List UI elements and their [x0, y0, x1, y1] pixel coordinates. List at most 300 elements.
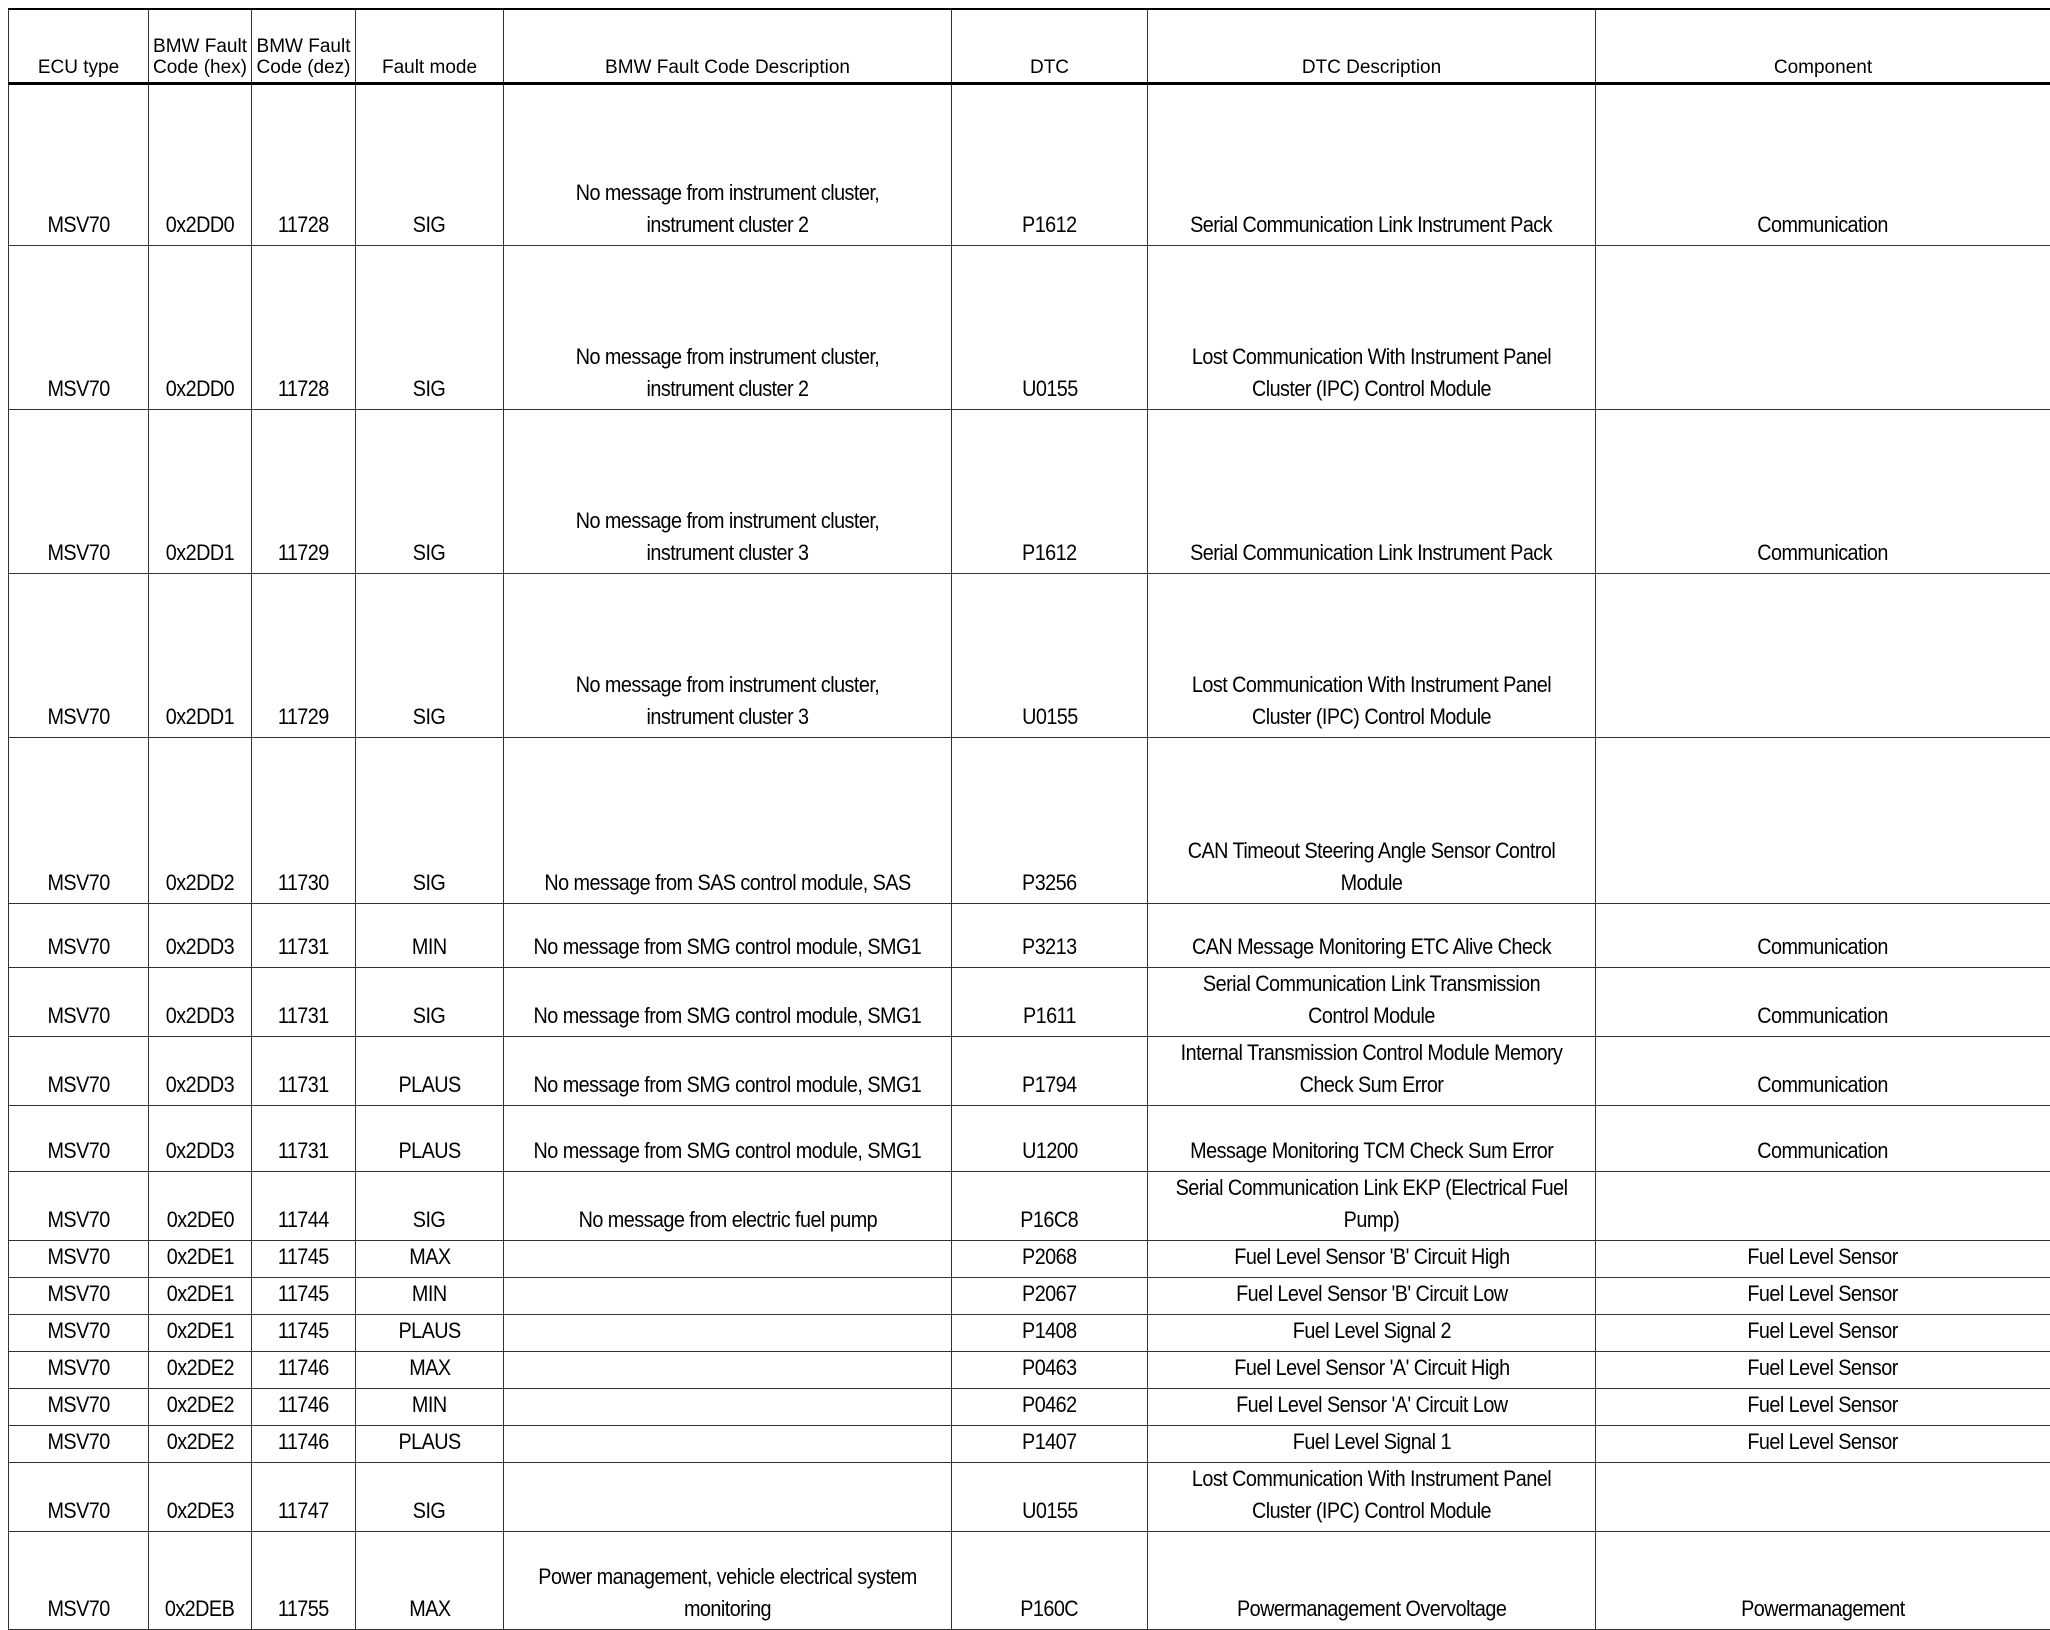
cell-fault-description	[504, 1172, 952, 1241]
cell-dtc	[952, 574, 1148, 738]
cell-dtc-description	[1148, 738, 1596, 904]
cell-dtc	[952, 904, 1148, 968]
cell-dtc	[952, 1532, 1148, 1630]
cell-fault-description	[504, 1037, 952, 1106]
dtc-text: U0155	[1022, 701, 1078, 733]
dtc-text: P1612	[1022, 537, 1077, 569]
fault-mode-text: MIN	[412, 1278, 447, 1310]
fault-code-hex-text: 0x2DEB	[165, 1593, 234, 1625]
cell-fault-code-dez	[252, 1106, 356, 1172]
component-text: Communication	[1758, 537, 1889, 569]
fault-description-text: No message from instrument cluster, instrument cluster 2	[530, 341, 925, 405]
fault-code-table	[8, 8, 2050, 1630]
fault-code-dez-text: 11729	[278, 537, 329, 569]
fault-mode-text: MIN	[412, 931, 447, 963]
cell-fault-description	[504, 968, 952, 1037]
cell-fault-code-dez	[252, 1463, 356, 1532]
fault-mode-text: MIN	[412, 1389, 447, 1421]
cell-component	[1596, 84, 2050, 246]
fault-code-hex-text: 0x2DD1	[166, 537, 234, 569]
cell-fault-code-hex	[149, 738, 252, 904]
cell-dtc-description	[1148, 1315, 1596, 1352]
fault-code-dez-text: 11745	[278, 1241, 329, 1273]
fault-mode-text: SIG	[413, 1000, 445, 1032]
dtc-description-text: Fuel Level Signal 2	[1292, 1315, 1450, 1347]
cell-fault-code-hex	[149, 1389, 252, 1426]
cell-component	[1596, 410, 2050, 574]
cell-ecu-type	[9, 1106, 149, 1172]
cell-dtc	[952, 1389, 1148, 1426]
cell-fault-code-dez	[252, 574, 356, 738]
cell-dtc	[952, 1426, 1148, 1463]
cell-component	[1596, 1315, 2050, 1352]
fault-code-dez-text: 11731	[278, 1135, 329, 1167]
fault-description-text: No message from SAS control module, SAS	[544, 867, 910, 899]
dtc-description-text: Lost Communication With Instrument Panel Cluster (IPC) Control Module	[1174, 669, 1569, 733]
cell-fault-code-hex	[149, 1106, 252, 1172]
header-row	[9, 9, 2050, 84]
ecu-type-text: MSV70	[47, 1426, 109, 1458]
cell-dtc	[952, 738, 1148, 904]
fault-code-hex-text: 0x2DE1	[166, 1315, 233, 1347]
ecu-type-text: MSV70	[47, 701, 109, 733]
cell-dtc	[952, 968, 1148, 1037]
ecu-type-text: MSV70	[47, 1315, 109, 1347]
table-row	[9, 1241, 2050, 1278]
cell-fault-code-hex	[149, 904, 252, 968]
cell-component	[1596, 1463, 2050, 1532]
cell-fault-code-hex	[149, 1426, 252, 1463]
table-row	[9, 968, 2050, 1037]
cell-fault-code-dez	[252, 904, 356, 968]
fault-mode-text: MAX	[409, 1593, 450, 1625]
cell-fault-description	[504, 1426, 952, 1463]
cell-component	[1596, 1532, 2050, 1630]
table-row	[9, 574, 2050, 738]
cell-fault-description	[504, 738, 952, 904]
cell-dtc	[952, 1106, 1148, 1172]
fault-mode-text: SIG	[413, 373, 445, 405]
fault-code-dez-text: 11731	[278, 1069, 329, 1101]
cell-fault-description	[504, 246, 952, 410]
dtc-description-text: Serial Communication Link Instrument Pack	[1191, 537, 1553, 569]
fault-description-text: No message from SMG control module, SMG1	[534, 931, 922, 963]
fault-code-hex-text: 0x2DD3	[166, 931, 234, 963]
col-header-fault-description: BMW Fault Code Description	[504, 9, 952, 84]
cell-dtc-description	[1148, 1389, 1596, 1426]
fault-code-hex-text: 0x2DD3	[166, 1069, 234, 1101]
cell-component	[1596, 904, 2050, 968]
cell-fault-description	[504, 1106, 952, 1172]
cell-fault-code-dez	[252, 1352, 356, 1389]
fault-description-text: No message from electric fuel pump	[578, 1204, 877, 1236]
cell-fault-description	[504, 904, 952, 968]
cell-fault-mode	[356, 1172, 504, 1241]
col-header-ecu-type: ECU type	[9, 9, 149, 84]
ecu-type-text: MSV70	[47, 1593, 109, 1625]
cell-fault-code-dez	[252, 1172, 356, 1241]
cell-fault-mode	[356, 84, 504, 246]
fault-mode-text: MAX	[409, 1352, 450, 1384]
fault-mode-text: PLAUS	[398, 1315, 460, 1347]
dtc-text: U0155	[1022, 373, 1078, 405]
cell-fault-code-dez	[252, 84, 356, 246]
dtc-text: U1200	[1022, 1135, 1078, 1167]
cell-ecu-type	[9, 410, 149, 574]
fault-code-dez-text: 11747	[278, 1495, 329, 1527]
dtc-text: P160C	[1021, 1593, 1079, 1625]
cell-ecu-type	[9, 84, 149, 246]
ecu-type-text: MSV70	[47, 537, 109, 569]
cell-dtc	[952, 1278, 1148, 1315]
cell-fault-mode	[356, 1106, 504, 1172]
ecu-type-text: MSV70	[47, 1135, 109, 1167]
table-row	[9, 1037, 2050, 1106]
dtc-description-text: Lost Communication With Instrument Panel Cluster (IPC) Control Module	[1174, 341, 1569, 405]
ecu-type-text: MSV70	[47, 1389, 109, 1421]
dtc-text: P3256	[1022, 867, 1077, 899]
cell-dtc-description	[1148, 904, 1596, 968]
col-header-fault-code-hex: BMW Fault Code (hex)	[149, 9, 252, 84]
table-row	[9, 904, 2050, 968]
component-text: Fuel Level Sensor	[1748, 1278, 1898, 1310]
fault-code-hex-text: 0x2DE1	[166, 1278, 233, 1310]
cell-dtc	[952, 1463, 1148, 1532]
cell-fault-description	[504, 574, 952, 738]
table-row	[9, 1315, 2050, 1352]
component-text: Communication	[1758, 1069, 1889, 1101]
cell-fault-code-hex	[149, 1172, 252, 1241]
cell-fault-mode	[356, 1315, 504, 1352]
cell-dtc-description	[1148, 84, 1596, 246]
cell-fault-code-dez	[252, 1532, 356, 1630]
dtc-description-text: Message Monitoring TCM Check Sum Error	[1190, 1135, 1553, 1167]
cell-ecu-type	[9, 738, 149, 904]
fault-code-hex-text: 0x2DD1	[166, 701, 234, 733]
cell-fault-description	[504, 84, 952, 246]
component-text: Communication	[1758, 1135, 1889, 1167]
cell-dtc	[952, 246, 1148, 410]
fault-code-dez-text: 11729	[278, 701, 329, 733]
table-row	[9, 1426, 2050, 1463]
table-row	[9, 410, 2050, 574]
table-row	[9, 1352, 2050, 1389]
cell-fault-code-dez	[252, 1426, 356, 1463]
component-text: Communication	[1758, 931, 1889, 963]
fault-code-dez-text: 11728	[278, 209, 329, 241]
fault-mode-text: SIG	[413, 1204, 445, 1236]
ecu-type-text: MSV70	[47, 1495, 109, 1527]
cell-fault-code-hex	[149, 968, 252, 1037]
fault-description-text: No message from SMG control module, SMG1	[534, 1000, 922, 1032]
dtc-description-text: Lost Communication With Instrument Panel Cluster (IPC) Control Module	[1174, 1463, 1569, 1527]
ecu-type-text: MSV70	[47, 1241, 109, 1273]
cell-fault-mode	[356, 1463, 504, 1532]
cell-component	[1596, 1426, 2050, 1463]
ecu-type-text: MSV70	[47, 209, 109, 241]
cell-dtc	[952, 84, 1148, 246]
cell-fault-mode	[356, 1278, 504, 1315]
col-header-fault-code-dez: BMW Fault Code (dez)	[252, 9, 356, 84]
cell-ecu-type	[9, 1463, 149, 1532]
cell-dtc-description	[1148, 410, 1596, 574]
cell-dtc	[952, 1037, 1148, 1106]
fault-code-dez-text: 11744	[278, 1204, 329, 1236]
cell-dtc-description	[1148, 1532, 1596, 1630]
cell-dtc-description	[1148, 574, 1596, 738]
table-body	[9, 84, 2050, 1630]
dtc-description-text: Fuel Level Sensor 'A' Circuit High	[1234, 1352, 1509, 1384]
fault-code-dez-text: 11730	[278, 867, 329, 899]
fault-code-hex-text: 0x2DE2	[166, 1352, 233, 1384]
fault-description-text: No message from instrument cluster, instrument cluster 2	[530, 177, 925, 241]
fault-code-dez-text: 11755	[278, 1593, 329, 1625]
cell-component	[1596, 1389, 2050, 1426]
fault-code-dez-text: 11746	[278, 1352, 329, 1384]
cell-ecu-type	[9, 1172, 149, 1241]
cell-fault-description	[504, 1315, 952, 1352]
dtc-text: P1408	[1022, 1315, 1077, 1347]
cell-ecu-type	[9, 1389, 149, 1426]
fault-description-text: No message from SMG control module, SMG1	[534, 1135, 922, 1167]
cell-ecu-type	[9, 968, 149, 1037]
cell-fault-code-dez	[252, 738, 356, 904]
cell-fault-mode	[356, 1352, 504, 1389]
dtc-text: P1407	[1022, 1426, 1077, 1458]
col-header-fault-mode: Fault mode	[356, 9, 504, 84]
dtc-text: P0462	[1022, 1389, 1077, 1421]
fault-mode-text: SIG	[413, 537, 445, 569]
cell-component	[1596, 1106, 2050, 1172]
cell-dtc-description	[1148, 1278, 1596, 1315]
dtc-text: U0155	[1022, 1495, 1078, 1527]
cell-fault-code-dez	[252, 246, 356, 410]
cell-fault-mode	[356, 1532, 504, 1630]
fault-code-dez-text: 11746	[278, 1389, 329, 1421]
component-text: Fuel Level Sensor	[1748, 1315, 1898, 1347]
cell-ecu-type	[9, 1532, 149, 1630]
fault-description-text: Power management, vehicle electrical system monitoring	[530, 1561, 925, 1625]
cell-fault-code-hex	[149, 1278, 252, 1315]
dtc-text: P1611	[1023, 1000, 1076, 1032]
component-text: Fuel Level Sensor	[1748, 1352, 1898, 1384]
fault-mode-text: PLAUS	[398, 1069, 460, 1101]
fault-code-hex-text: 0x2DE0	[166, 1204, 233, 1236]
ecu-type-text: MSV70	[47, 867, 109, 899]
fault-description-text: No message from SMG control module, SMG1	[534, 1069, 922, 1101]
dtc-description-text: Fuel Level Sensor 'B' Circuit High	[1234, 1241, 1509, 1273]
cell-ecu-type	[9, 246, 149, 410]
cell-dtc-description	[1148, 1037, 1596, 1106]
cell-fault-code-hex	[149, 246, 252, 410]
table-row	[9, 1172, 2050, 1241]
ecu-type-text: MSV70	[47, 1069, 109, 1101]
cell-ecu-type	[9, 904, 149, 968]
cell-fault-description	[504, 1389, 952, 1426]
table-row	[9, 1278, 2050, 1315]
fault-mode-text: SIG	[413, 209, 445, 241]
dtc-description-text: CAN Message Monitoring ETC Alive Check	[1192, 931, 1551, 963]
cell-fault-mode	[356, 968, 504, 1037]
cell-fault-code-hex	[149, 1037, 252, 1106]
ecu-type-text: MSV70	[47, 373, 109, 405]
dtc-description-text: Fuel Level Sensor 'A' Circuit Low	[1236, 1389, 1507, 1421]
dtc-description-text: Internal Transmission Control Module Memory Check Sum Error	[1174, 1037, 1569, 1101]
cell-ecu-type	[9, 1352, 149, 1389]
table-row	[9, 246, 2050, 410]
dtc-text: P1794	[1022, 1069, 1077, 1101]
cell-fault-mode	[356, 1426, 504, 1463]
component-text: Fuel Level Sensor	[1748, 1389, 1898, 1421]
cell-ecu-type	[9, 574, 149, 738]
cell-fault-code-hex	[149, 410, 252, 574]
ecu-type-text: MSV70	[47, 931, 109, 963]
dtc-description-text: Powermanagement Overvoltage	[1237, 1593, 1506, 1625]
cell-fault-code-hex	[149, 84, 252, 246]
ecu-type-text: MSV70	[47, 1204, 109, 1236]
cell-component	[1596, 1241, 2050, 1278]
component-text: Communication	[1758, 209, 1889, 241]
table-header	[9, 9, 2050, 84]
cell-dtc-description	[1148, 968, 1596, 1037]
cell-dtc	[952, 410, 1148, 574]
cell-component	[1596, 246, 2050, 410]
cell-fault-code-hex	[149, 1532, 252, 1630]
fault-code-hex-text: 0x2DD0	[166, 209, 234, 241]
fault-code-dez-text: 11746	[278, 1426, 329, 1458]
cell-fault-mode	[356, 574, 504, 738]
table-row	[9, 1106, 2050, 1172]
cell-fault-code-hex	[149, 1352, 252, 1389]
dtc-text: P2068	[1022, 1241, 1077, 1273]
table-row	[9, 84, 2050, 246]
dtc-text: P1612	[1022, 209, 1077, 241]
col-header-dtc: DTC	[952, 9, 1148, 84]
cell-ecu-type	[9, 1278, 149, 1315]
cell-fault-description	[504, 410, 952, 574]
cell-component	[1596, 574, 2050, 738]
fault-code-hex-text: 0x2DE2	[166, 1389, 233, 1421]
fault-description-text: No message from instrument cluster, instrument cluster 3	[530, 505, 925, 569]
cell-dtc-description	[1148, 1241, 1596, 1278]
dtc-description-text: Fuel Level Sensor 'B' Circuit Low	[1236, 1278, 1507, 1310]
fault-mode-text: SIG	[413, 1495, 445, 1527]
dtc-description-text: Serial Communication Link EKP (Electrical Fuel Pump)	[1174, 1172, 1569, 1236]
cell-ecu-type	[9, 1037, 149, 1106]
cell-fault-code-hex	[149, 574, 252, 738]
cell-component	[1596, 968, 2050, 1037]
cell-fault-code-hex	[149, 1241, 252, 1278]
cell-fault-code-dez	[252, 1278, 356, 1315]
fault-code-hex-text: 0x2DE1	[166, 1241, 233, 1273]
cell-dtc	[952, 1352, 1148, 1389]
cell-dtc-description	[1148, 1463, 1596, 1532]
fault-code-hex-text: 0x2DD3	[166, 1000, 234, 1032]
cell-fault-mode	[356, 246, 504, 410]
fault-code-hex-text: 0x2DD2	[166, 867, 234, 899]
table-row	[9, 738, 2050, 904]
fault-code-dez-text: 11745	[278, 1278, 329, 1310]
cell-dtc-description	[1148, 1172, 1596, 1241]
fault-code-hex-text: 0x2DE3	[166, 1495, 233, 1527]
table-row	[9, 1463, 2050, 1532]
component-text: Communication	[1758, 1000, 1889, 1032]
dtc-text: P16C8	[1021, 1204, 1079, 1236]
cell-fault-mode	[356, 410, 504, 574]
cell-component	[1596, 1278, 2050, 1315]
dtc-description-text: Serial Communication Link Transmission Control Module	[1174, 968, 1569, 1032]
ecu-type-text: MSV70	[47, 1000, 109, 1032]
cell-fault-mode	[356, 1241, 504, 1278]
table-row	[9, 1389, 2050, 1426]
cell-fault-code-hex	[149, 1463, 252, 1532]
table-row	[9, 1532, 2050, 1630]
cell-fault-description	[504, 1532, 952, 1630]
fault-mode-text: MAX	[409, 1241, 450, 1273]
component-text: Powermanagement	[1741, 1593, 1905, 1625]
cell-ecu-type	[9, 1241, 149, 1278]
cell-fault-mode	[356, 1389, 504, 1426]
fault-mode-text: SIG	[413, 701, 445, 733]
fault-mode-text: SIG	[413, 867, 445, 899]
cell-component	[1596, 1352, 2050, 1389]
cell-fault-mode	[356, 904, 504, 968]
cell-ecu-type	[9, 1426, 149, 1463]
cell-fault-code-hex	[149, 1315, 252, 1352]
fault-description-text: No message from instrument cluster, instrument cluster 3	[530, 669, 925, 733]
cell-dtc-description	[1148, 1352, 1596, 1389]
dtc-text: P0463	[1022, 1352, 1077, 1384]
cell-fault-mode	[356, 738, 504, 904]
col-header-dtc-description: DTC Description	[1148, 9, 1596, 84]
cell-component	[1596, 1172, 2050, 1241]
cell-fault-description	[504, 1241, 952, 1278]
ecu-type-text: MSV70	[47, 1278, 109, 1310]
cell-fault-code-dez	[252, 1315, 356, 1352]
fault-mode-text: PLAUS	[398, 1426, 460, 1458]
cell-component	[1596, 738, 2050, 904]
cell-fault-mode	[356, 1037, 504, 1106]
fault-code-hex-text: 0x2DE2	[166, 1426, 233, 1458]
dtc-text: P3213	[1022, 931, 1077, 963]
cell-fault-code-dez	[252, 1241, 356, 1278]
cell-fault-description	[504, 1463, 952, 1532]
fault-code-hex-text: 0x2DD0	[166, 373, 234, 405]
ecu-type-text: MSV70	[47, 1352, 109, 1384]
cell-dtc	[952, 1172, 1148, 1241]
cell-fault-code-dez	[252, 1037, 356, 1106]
dtc-description-text: CAN Timeout Steering Angle Sensor Control Module	[1174, 835, 1569, 899]
cell-fault-description	[504, 1352, 952, 1389]
dtc-description-text: Fuel Level Signal 1	[1292, 1426, 1450, 1458]
cell-fault-code-dez	[252, 1389, 356, 1426]
component-text: Fuel Level Sensor	[1748, 1241, 1898, 1273]
col-header-component: Component	[1596, 9, 2050, 84]
fault-code-dez-text: 11731	[278, 931, 329, 963]
fault-mode-text: PLAUS	[398, 1135, 460, 1167]
dtc-text: P2067	[1022, 1278, 1077, 1310]
cell-dtc	[952, 1241, 1148, 1278]
fault-code-hex-text: 0x2DD3	[166, 1135, 234, 1167]
cell-fault-code-dez	[252, 410, 356, 574]
component-text: Fuel Level Sensor	[1748, 1426, 1898, 1458]
fault-code-dez-text: 11745	[278, 1315, 329, 1347]
dtc-description-text: Serial Communication Link Instrument Pack	[1191, 209, 1553, 241]
fault-code-dez-text: 11728	[278, 373, 329, 405]
cell-fault-code-dez	[252, 968, 356, 1037]
cell-fault-description	[504, 1278, 952, 1315]
cell-ecu-type	[9, 1315, 149, 1352]
